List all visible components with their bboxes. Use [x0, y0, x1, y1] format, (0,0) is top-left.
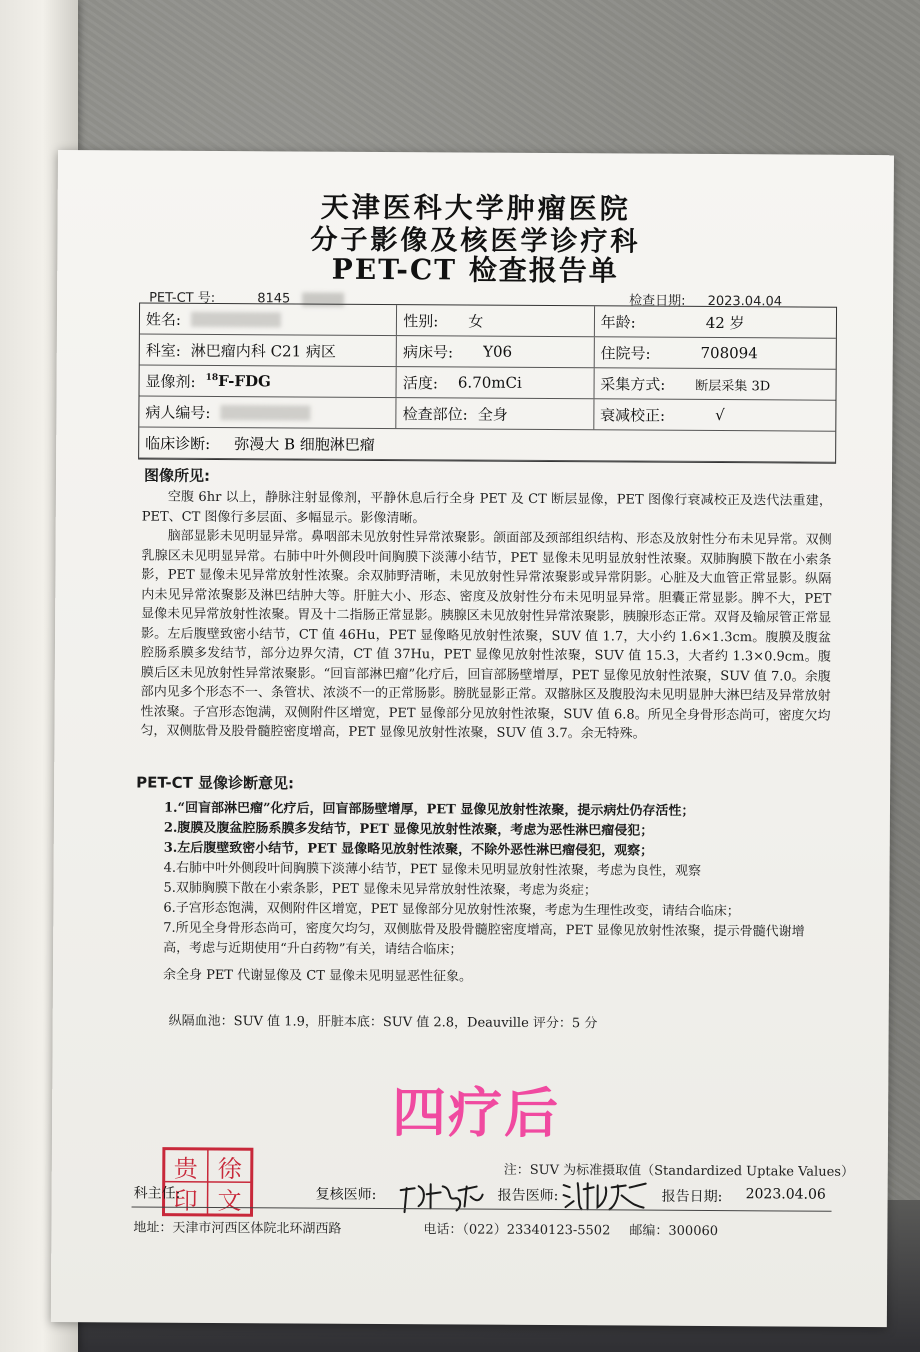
conclusion-item: 5.双肺胸膜下散在小索条影，PET 显像未见异常放射性浓聚，考虑为炎症； — [163, 880, 597, 898]
findings-title: 图像所见: — [143, 466, 211, 485]
suv-reference-line: 纵隔血池：SUV 值 1.9，肝脏本底：SUV 值 2.8，Deauville 评分：5 分 — [168, 1013, 598, 1031]
handwritten-note: 四疗后 — [391, 1081, 561, 1146]
sex-label: 性别: — [403, 311, 439, 330]
findings-paragraph-1: 空腹 6hr 以上，静脉注射显像剂，平静休息后行全身 PET 及 CT 断层显像，PET 图像行衰减校正及迭代法重建，PET、CT 图像行多层面、多幅显示。影像清晰。 — [141, 489, 832, 526]
sex-cell — [397, 305, 595, 336]
exam-date-value: 2023.04.04 — [707, 293, 783, 310]
report-title: PET-CT 检查报告单 — [331, 252, 619, 288]
tracer-compound: F-FDG — [218, 371, 271, 391]
age-label: 年龄: — [600, 312, 636, 332]
address-text: 地址：天津市河西区体院北环湖西路 — [133, 1220, 342, 1237]
dept-value: 淋巴瘤内科 C21 病区 — [190, 341, 337, 361]
admission-cell — [594, 337, 835, 368]
pet-ct-number-value: 8145 — [257, 291, 291, 307]
patient-info-table — [138, 302, 837, 463]
site-cell — [397, 398, 595, 429]
conclusion-title: PET-CT 显像诊断意见: — [136, 772, 295, 792]
reporter-label: 报告医师: — [497, 1187, 559, 1205]
tracer-label: 显像剂: — [145, 372, 196, 391]
pet-ct-number-label: PET-CT 号: — [149, 290, 216, 306]
redacted-name — [191, 311, 281, 327]
dept-cell — [140, 335, 397, 367]
activity-cell — [397, 367, 595, 398]
admission-label: 住院号: — [600, 343, 651, 363]
diagnosis-value: 弥漫大 B 细胞淋巴瘤 — [234, 434, 375, 454]
conclusion-item: 1.“回盲部淋巴瘤”化疗后，回盲部肠壁增厚，PET 显像见放射性浓聚，提示病灶仍存活性； — [163, 800, 695, 819]
suv-note: 注：SUV 为标准摄取值（Standardized Uptake Values） — [503, 1162, 855, 1180]
diagnosis-row — [139, 428, 835, 463]
section-chief-label: 科主任: — [133, 1185, 181, 1202]
report-date-value: 2023.04.06 — [745, 1186, 826, 1203]
phone-text: 电话：（022）23340123-5502 — [423, 1222, 611, 1239]
admission-value: 708094 — [700, 343, 758, 363]
conclusion-item: 2.腹膜及腹盆腔肠系膜多发结节，PET 显像见放射性浓聚，考虑为恶性淋巴瘤侵犯； — [163, 820, 654, 839]
bed-value: Y06 — [483, 342, 513, 361]
svg-text:文: 文 — [217, 1186, 242, 1216]
tracer-cell — [140, 366, 397, 398]
name-cell — [140, 304, 397, 336]
mode-label: 采集方式: — [600, 374, 666, 394]
decay-value: √ — [715, 406, 725, 425]
tracer-value — [206, 372, 271, 390]
decay-cell — [594, 399, 835, 430]
conclusion-item: 6.子宫形态饱满，双侧附件区增宽，PET 显像部分见放射性浓聚，考虑为生理性改变，请结合临床； — [163, 900, 740, 919]
name-label: 姓名: — [145, 310, 182, 329]
activity-value: 6.70mCi — [457, 373, 522, 392]
reviewer-label: 复核医师: — [315, 1186, 377, 1203]
activity-label: 活度: — [402, 373, 438, 392]
sex-value: 女 — [468, 312, 484, 331]
department-name: 分子影像及核医学诊疗科 — [310, 224, 641, 258]
info-row — [139, 397, 835, 432]
site-value: 全身 — [477, 405, 508, 424]
diagnosis-label: 临床诊断: — [145, 434, 211, 453]
info-row — [140, 304, 836, 339]
age-cell — [595, 306, 836, 337]
mode-cell — [594, 368, 835, 399]
dept-label: 科室: — [145, 341, 181, 360]
patient-no-label: 病人编号: — [145, 403, 211, 422]
conclusion-item: 4.右肺中叶外侧段叶间胸膜下淡薄小结节，PET 显像未见明显放射性浓聚，考虑为良性，观察 — [163, 860, 702, 879]
exam-date-label: 检查日期: — [629, 293, 686, 309]
bed-cell — [397, 336, 595, 367]
info-row — [140, 335, 836, 370]
mode-value: 断层采集 3D — [695, 378, 771, 394]
svg-text:贵: 贵 — [173, 1154, 198, 1183]
bed-label: 病床号: — [402, 342, 454, 361]
hospital-name: 天津医科大学肿瘤医院 — [320, 190, 631, 226]
conclusion-tail: 余全身 PET 代谢显像及 CT 显像未见明显恶性征象。 — [162, 967, 473, 985]
postcode-text: 邮编：300060 — [629, 1223, 719, 1240]
site-label: 检查部位: — [402, 404, 468, 424]
info-row — [139, 366, 835, 401]
address-row — [131, 1216, 831, 1240]
conclusion-item: 3.左后腹壁致密小结节，PET 显像略见放射性浓聚，不除外恶性淋巴瘤侵犯，观察； — [163, 840, 654, 859]
tracer-isotope: 18 — [205, 372, 219, 383]
report-date-label: 报告日期: — [661, 1188, 723, 1206]
reviewer-signature — [396, 1176, 486, 1217]
svg-text:徐: 徐 — [217, 1154, 242, 1184]
age-value: 42 岁 — [705, 313, 745, 332]
patient-no-cell — [139, 397, 396, 429]
redacted-patient-no — [220, 404, 310, 420]
decay-label: 衰减校正: — [600, 405, 666, 425]
svg-text:印: 印 — [173, 1186, 198, 1215]
findings-paragraph-2: 脑部显影未见明显异常。鼻咽部未见放射性异常浓聚影。颌面部及颈部组织结构、形态及放射性分布未见异常。双侧乳腺区未见明显异常。右肺中叶外侧段叶间胸膜下淡薄小结节，PET 显像未见明显放射性浓聚。双肺胸膜下散在小索条影，PET 显像未见异常放射性浓聚。余双肺野清晰，未见放射性异常浓聚影或异常阴影。心脏及大血管正常显影。纵隔内未见异常浓聚影及淋巴结肿大等。肝脏大小、形态、密度及放射性分布未见明显异常。胆囊正常显影。脾不大，PET 显像未见异常放射性浓聚。胃及十二指肠正常显影。胰腺区未见放射性异常浓聚影，胰腺形态正常。双肾及输尿管正常显影。左后腹壁致密小结节，CT 值 46Hu，PET 显像略见放射性浓聚，SUV 值 1.7，大小约 1.6×1.3cm。腹膜及腹盆腔肠系膜多发结节，部分边界欠清，CT 值 37Hu，PET 显像见放射性浓聚，SUV 值 15.3，大者约 1.3×0.9cm。腹膜后区未见放射性异常浓聚影。“回盲部淋巴瘤”化疗后，回盲部肠壁增厚，PET 显像见放射性浓聚，SUV 值 7.0。余腹部内见多个形态不一、条管状、浓淡不一的正常肠影。膀胱显影正常。双髂脉区及腹股沟未见明显肿大淋巴结及异常放射性浓聚。子宫形态饱满，双侧附件区增宽，PET 显像部分见放射性浓聚，SUV 值 6.8。所见全身骨形态尚可，密度欠均匀，双侧肱骨及股骨髓腔密度增高，PET 显像见放射性浓聚，SUV 值 3.7。余无特殊。 — [140, 528, 832, 742]
report-body — [135, 458, 836, 1032]
report-sheet — [51, 150, 894, 1327]
conclusion-item: 7.所见全身骨形态尚可，密度欠均匀，双侧肱骨及股骨髓腔密度增高，PET 显像见放射性浓聚，提示骨髓代谢增高，考虑与近期使用“升白药物”有关，请结合临床； — [163, 920, 805, 957]
